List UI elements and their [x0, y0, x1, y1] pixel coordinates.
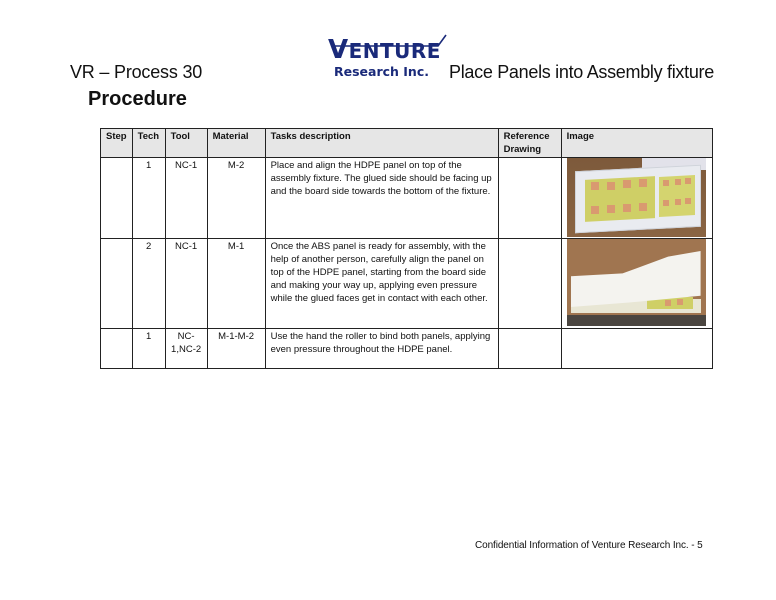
cell-tool: NC-1 [165, 158, 207, 239]
cell-image [561, 239, 712, 329]
cell-image [561, 158, 712, 239]
cell-step [101, 329, 133, 369]
cell-tech: 1 [132, 329, 165, 369]
cell-tech: 2 [132, 239, 165, 329]
slide-title: Place Panels into Assembly fixture [449, 62, 714, 82]
cell-tech: 1 [132, 158, 165, 239]
company-logo [328, 34, 444, 82]
col-header-reference: Reference Drawing [498, 129, 561, 158]
logo-word-rest: ENTURE [348, 39, 441, 63]
cell-task: Place and align the HDPE panel on top of the assembly fixture. The glued side should be facing up and the board side towards the bottom of the fixture. [265, 158, 498, 239]
col-header-task: Tasks description [265, 129, 498, 158]
col-header-image: Image [561, 129, 712, 158]
cell-task: Use the hand the roller to bind both panels, applying even pressure throughout the HDPE panel. [265, 329, 498, 369]
cell-task: Once the ABS panel is ready for assembly, with the help of another person, carefully align the panel on top of the HDPE panel, starting from the board side and making your way up, applying even pressure while the glued faces get in contact with each other. [265, 239, 498, 329]
section-title: Procedure [88, 88, 187, 110]
cell-reference [498, 329, 561, 369]
cell-material: M-1-M-2 [207, 329, 265, 369]
table-header-row [101, 129, 713, 158]
cell-tool: NC-1 [165, 239, 207, 329]
photo-abs-panel-placement [567, 239, 706, 326]
logo-initial: V [328, 35, 349, 65]
col-header-material: Material [207, 129, 265, 158]
cell-image [561, 329, 712, 369]
logo-subtitle: Research Inc. [334, 64, 429, 79]
col-header-step: Step [101, 129, 133, 158]
cell-tool: NC-1,NC-2 [165, 329, 207, 369]
table-row [101, 158, 713, 239]
table-row [101, 329, 713, 369]
cell-material: M-1 [207, 239, 265, 329]
col-header-tech: Tech [132, 129, 165, 158]
table-row [101, 239, 713, 329]
footer-confidential: Confidential Information of Venture Research Inc. - 5 [475, 540, 703, 551]
cell-reference [498, 158, 561, 239]
cell-step [101, 158, 133, 239]
cell-reference [498, 239, 561, 329]
photo-hdpe-panel-on-fixture [567, 158, 706, 237]
logo-wordmark [328, 35, 441, 65]
procedure-table [100, 128, 713, 369]
cell-step [101, 239, 133, 329]
process-title: VR – Process 30 [70, 62, 203, 82]
cell-material: M-2 [207, 158, 265, 239]
col-header-tool: Tool [165, 129, 207, 158]
